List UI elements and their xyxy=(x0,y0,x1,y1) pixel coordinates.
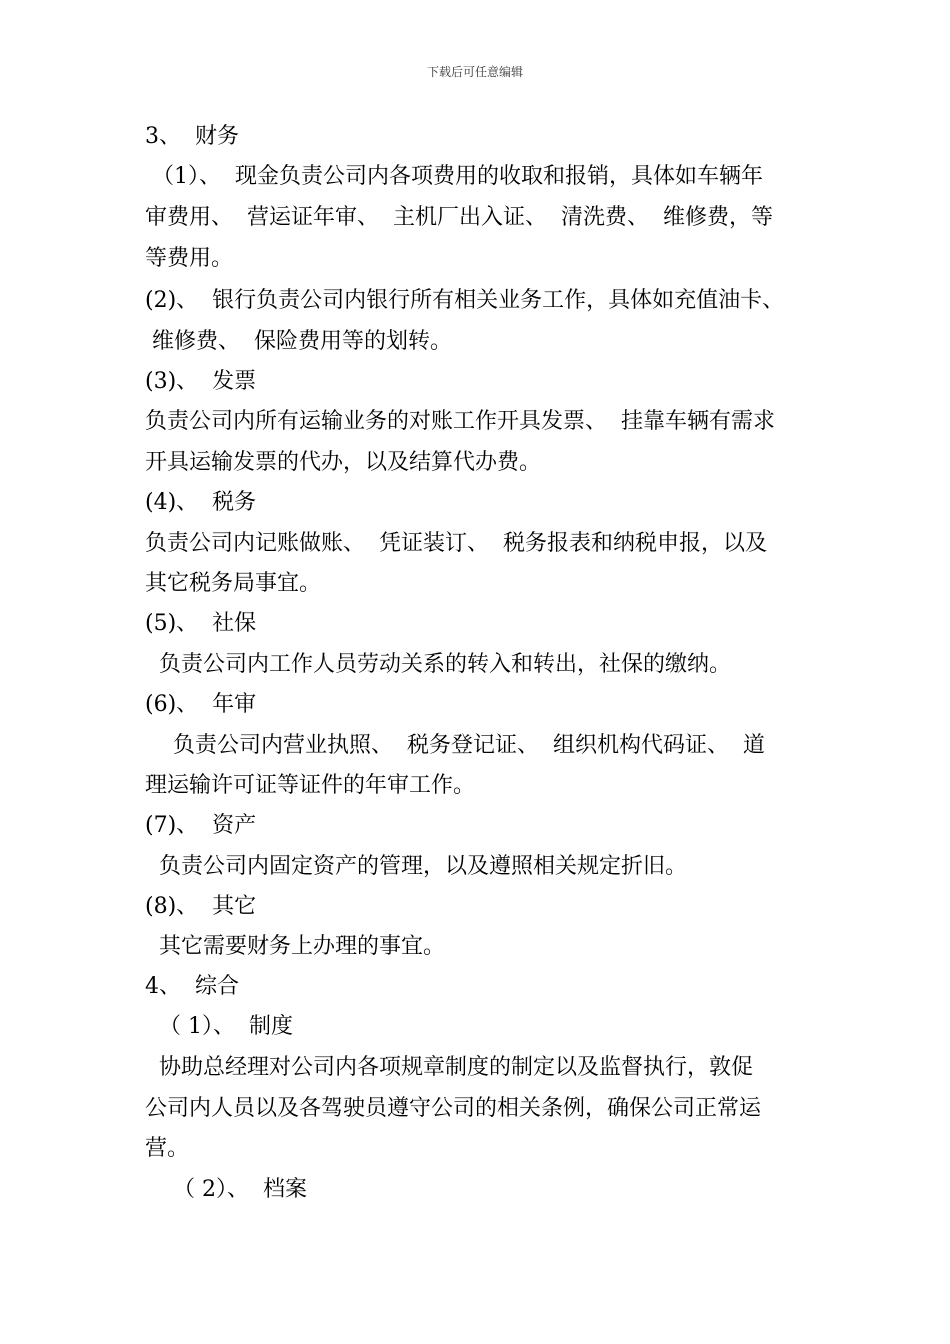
paragraph-line: 负责公司内营业执照、 税务登记证、 组织机构代码证、 道 xyxy=(145,733,765,758)
paragraph-line: 公司内人员以及各驾驶员遵守公司的相关条例，确保公司正常运 xyxy=(145,1096,762,1121)
subsection-heading: (6)、 年审 xyxy=(145,692,257,717)
paragraph-line: 开具运输发票的代办，以及结算代办费。 xyxy=(145,450,542,475)
section-heading: 3、 财务 xyxy=(145,124,239,149)
paragraph-line: 理运输许可证等证件的年审工作。 xyxy=(145,773,476,798)
subsection-heading: （ 2）、 档案 xyxy=(145,1177,307,1202)
section-heading: 4、 综合 xyxy=(145,974,239,999)
paragraph-line: 负责公司内固定资产的管理，以及遵照相关规定折旧。 xyxy=(145,854,687,879)
page-header: 下载后可任意编辑 xyxy=(426,65,523,79)
subsection-heading: （ 1）、 制度 xyxy=(145,1014,293,1039)
subsection-heading: (4)、 税务 xyxy=(145,490,257,515)
paragraph-line: (2)、 银行负责公司内银行所有相关业务工作，具体如充值油卡、 xyxy=(145,288,785,313)
paragraph-line: 负责公司内记账做账、 凭证装订、 税务报表和纳税申报，以及 xyxy=(145,531,767,556)
paragraph-line: 负责公司内所有运输业务的对账工作开具发票、 挂靠车辆有需求 xyxy=(145,409,775,434)
subsection-heading: (5)、 社保 xyxy=(145,611,257,636)
paragraph-line: 营。 xyxy=(145,1136,190,1161)
paragraph-line: 等费用。 xyxy=(145,246,234,271)
subsection-heading: (3)、 发票 xyxy=(145,369,257,394)
subsection-heading: (7)、 资产 xyxy=(145,813,257,838)
paragraph-line: 其它需要财务上办理的事宜。 xyxy=(145,934,445,959)
subsection-heading: (8)、 其它 xyxy=(145,894,257,919)
paragraph-line: 维修费、 保险费用等的划转。 xyxy=(145,329,452,354)
paragraph-line: 其它税务局事宜。 xyxy=(145,571,322,596)
paragraph-line: 审费用、 营运证年审、 主机厂出入证、 清洗费、 维修费，等 xyxy=(145,205,773,230)
paragraph-line: 负责公司内工作人员劳动关系的转入和转出，社保的缴纳。 xyxy=(145,652,731,677)
paragraph-line: 协助总经理对公司内各项规章制度的制定以及监督执行，敦促 xyxy=(145,1055,753,1080)
paragraph-line: （1）、 现金负责公司内各项费用的收取和报销，具体如车辆年 xyxy=(145,164,763,189)
